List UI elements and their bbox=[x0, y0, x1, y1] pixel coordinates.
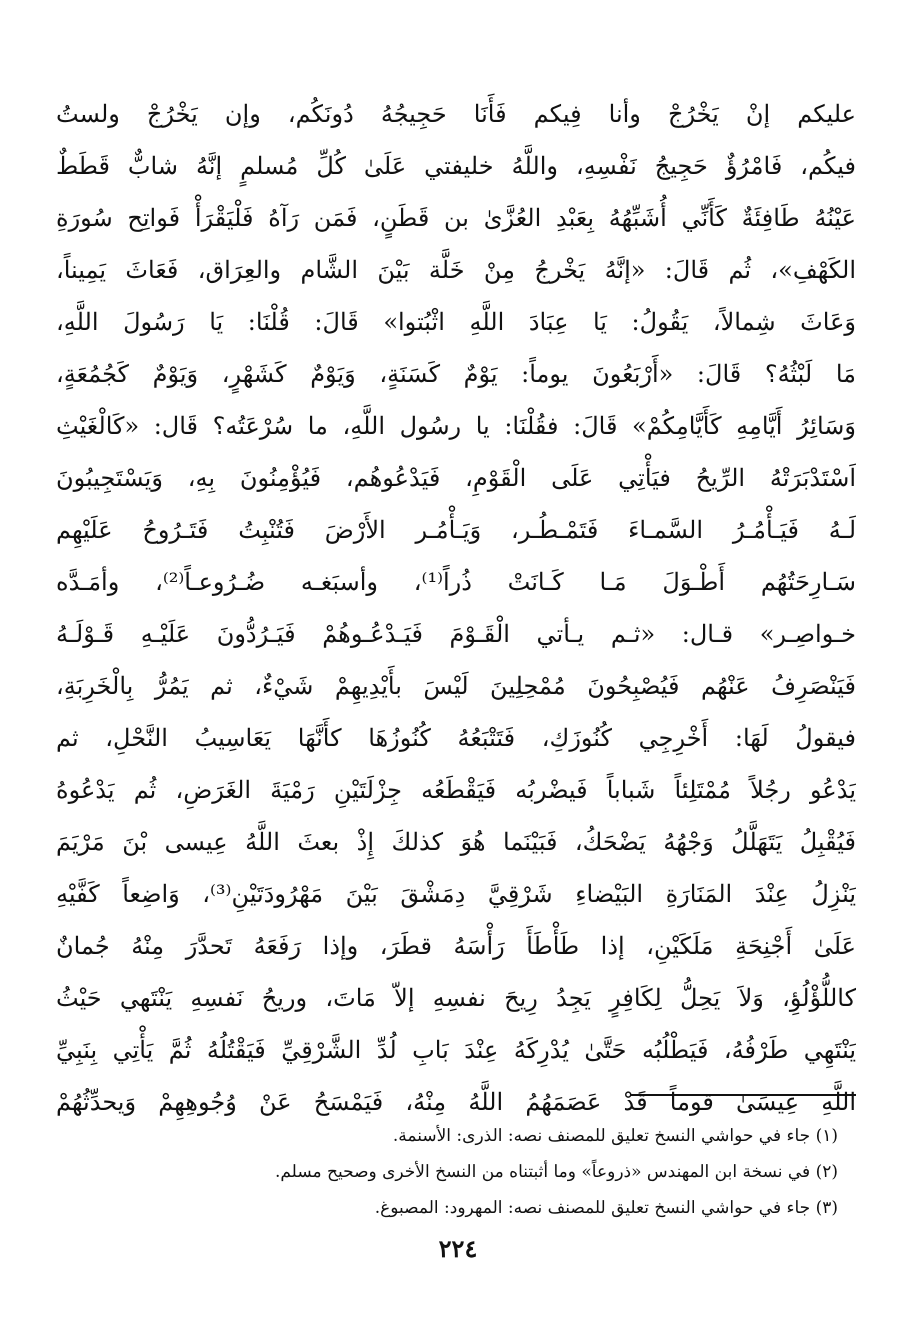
text-line-19: يَنْتَهِي طَرْفُهُ، فَيَطْلُبُه حَتَّىٰ يُدْرِكَهُ عِنْدَ بَابِ لُدِّ الشَّرْقِيِّ فَيَقْتُلُهُ ثُمَّ يَأْتِي بِنَبِيِّ bbox=[56, 1036, 856, 1064]
text-line-16: يَنْزِلُ عِنْدَ المَنَارَةِ البَيْضاءِ شَرْقِيَّ دِمَشْقَ بَيْنَ مَهْرُودَتَيْنِ⁽³⁾، وَاضِعاً كَفَّيْهِ bbox=[56, 880, 856, 908]
text-line-13: فيقولُ لَهَا: أَخْرِجِي كُنُوزَكِ، فَتَتْبَعُهُ كُنُوزُهَا كأَنَّهَا يَعَاسِيبُ النَّحْلِ، ثم bbox=[56, 724, 856, 752]
footnote-3: (٣) جاء في حواشي النسخ تعليق للمصنف نصه: المهرود: المصبوغ. bbox=[374, 1198, 838, 1218]
text-line-12: فَيَنْصَرِفُ عَنْهُم فَيُصْبِحُونَ مُمْحِلِينَ لَيْسَ بأَيْدِيهِمْ شَيْءٌ، ثم يَمُرُّ بِالْخَرِبَةِ، bbox=[56, 672, 856, 700]
text-line-14: يَدْعُو رجُلاً مُمْتَلِئاً شَباباً فَيضْربُه فَيَقْطَعُه جِزْلَتَيْنِ رَمْيَةَ الغَرَضِ، ثُم يَدْعُوهُ bbox=[56, 776, 856, 804]
text-line-15: فَيُقْبِلُ يَتَهَلَّلُ وَجْهُهُ يَضْحَكُ، فَبَيْنَما هُوَ كذلكَ إِذْ بعثَ اللَّهُ عِيسى بْنَ مَرْيَمَ bbox=[56, 828, 856, 856]
footnote-2: (٢) في نسخة ابن المهندس «ذروعاً» وما أثبتناه من النسخ الأخرى وصحيح مسلم. bbox=[274, 1162, 838, 1182]
text-line-10: سَـارِحَتُهُم أَطْـوَلَ مَـا كَـانَتْ ذُراً⁽¹⁾، وأسبَغـه ضُـرُوعـاً⁽²⁾، وأمَـدَّه bbox=[56, 568, 856, 596]
text-line-20: اللَّهِ عِيسَىٰ قوماً قَدْ عَصَمَهُمُ اللَّهُ مِنْهُ، فَيَمْسَحُ عَنْ وُجُوهِهِمْ وَيحدِّثُهُمْ bbox=[56, 1088, 856, 1116]
text-line-3: عَيْنُهُ طَافِئَةٌ كَأَنِّي أُشَبِّهُهُ بِعَبْدِ العُزَّىٰ بن قَطَنٍ، فَمَن رَآهُ فَلْيَقْرَأْ فَواتِح سُورَةِ bbox=[56, 204, 856, 232]
text-line-11: خـواصِـر» قـال: «ثـم يـأتي الْقَـوْمَ فَيَـدْعُـوهُمْ فَيَـرُدُّونَ عَلَيْـهِ قَـوْلَـهُ bbox=[56, 620, 856, 648]
footnote-1: (١) جاء في حواشي النسخ تعليق للمصنف نصه: الذرى: الأسنمة. bbox=[392, 1126, 838, 1146]
page-number: ٢٢٤ bbox=[438, 1234, 478, 1263]
main-text bbox=[56, 88, 856, 1128]
text-line-6: مَا لَبْثُهُ؟ قَالَ: «أَرْبَعُونَ يوماً: يَوْمٌ كَسَنَةٍ، وَيَوْمٌ كَشَهْرٍ، وَيَوْمٌ كَجُمُعَةٍ، bbox=[56, 360, 856, 388]
text-line-8: اَسْتَدْبَرَتْهُ الرِّيحُ فيَأْتِي عَلَى الْقَوْمِ، فَيَدْعُوهُم، فَيُؤْمِنُونَ بِهِ، وَيَسْتَجِيبُونَ bbox=[56, 464, 856, 492]
text-line-9: لَـهُ فَيَـأْمُـرُ السَّمـاءَ فَتَمْـطُـر، وَيَـأْمُـر الأَرْضَ فَتُنْبِتُ فَتَـرُوحُ عَلَيْهِم bbox=[56, 516, 856, 544]
text-line-5: وَعَاثَ شِمالاً، يَقُولُ: يَا عِبَادَ اللَّهِ اثْبُتوا» قَالَ: قُلْنَا: يَا رَسُولَ اللَّهِ، bbox=[56, 308, 856, 336]
text-line-4: الكَهْفِ»، ثُم قَالَ: «إنَّهُ يَخْرجُ مِنْ خَلَّة بَيْنَ الشَّام والعِرَاق، فَعَاثَ يَمِيناً، bbox=[56, 256, 856, 284]
text-line-2: فيكُم، فَامْرُؤٌ حَجِيجُ نَفْسِهِ، واللَّهُ خليفتي عَلَىٰ كُلِّ مُسلمٍ إنَّهُ شابٌّ قَطَطٌ bbox=[56, 152, 856, 180]
text-line-18: كاللُّؤْلُؤِ، وَلاَ يَحِلُّ لِكَافِرٍ يَجِدُ رِيحَ نفسِهِ إلاّ مَاتَ، وريحُ نَفسِهِ يَنْتَهي حَيْثُ bbox=[56, 984, 856, 1012]
footnotes bbox=[58, 1118, 838, 1226]
text-line-17: عَلَىٰ أَجْنِحَةِ مَلَكَيْنِ، إذا طَأْطَأَ رَأْسَهُ قطَرَ، وإذا رَفَعَهُ تَحدَّرَ مِنْهُ جُمانٌ bbox=[56, 932, 856, 960]
footnote-separator bbox=[630, 1094, 856, 1096]
text-line-1: عليكم إنْ يَخْرُجْ وأنا فِيكم فَأَنَا حَجِيجُهُ دُونَكُم، وإن يَخْرُجْ ولستُ bbox=[56, 100, 856, 128]
text-line-7: وَسَائِرُ أَيَّامِهِ كَأَيَّامِكُمْ» قَالَ: فقُلْنَا: يا رسُول اللَّهِ، ما سُرْعَتُه؟ قَال: «كَالْغَيْثِ bbox=[56, 412, 856, 440]
